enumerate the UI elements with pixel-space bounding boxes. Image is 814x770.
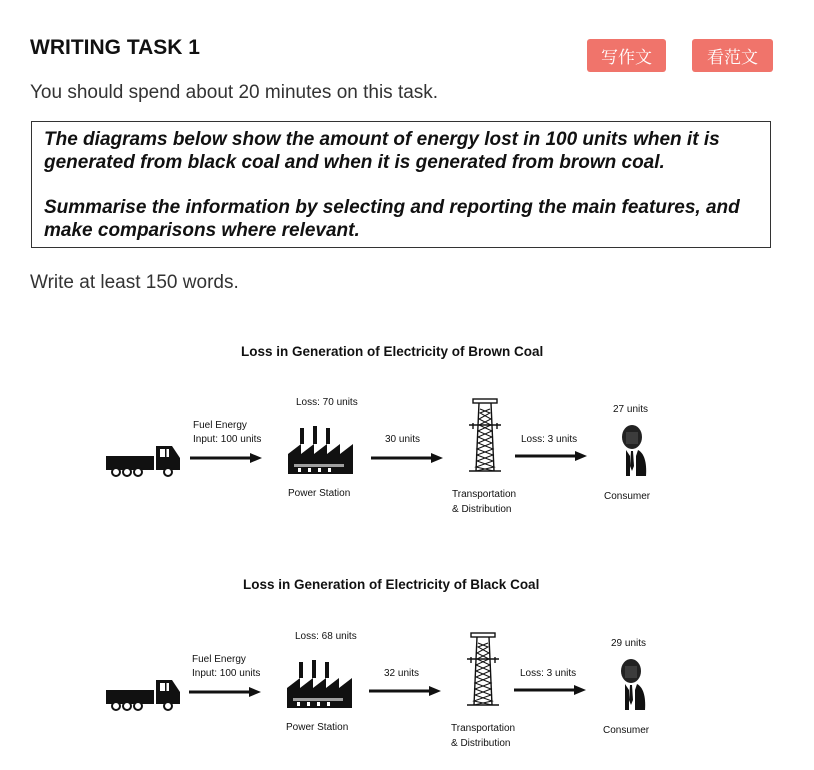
write-essay-button[interactable]: 写作文 [587, 39, 666, 72]
consumer-units-label: 27 units [613, 404, 649, 415]
arrow-right-icon [190, 453, 262, 463]
fuel-input-label: Input: 100 units [192, 668, 261, 679]
transportation-label: Transportation [452, 489, 517, 500]
brown-coal-title: Loss in Generation of Electricity of Brown Coal [241, 344, 544, 359]
transmission-tower-icon [469, 399, 501, 471]
transportation-label: Transportation [451, 723, 516, 734]
fuel-input-label: Input: 100 units [193, 434, 262, 445]
transmission-loss-label: Loss: 3 units [520, 668, 577, 679]
arrow-right-icon [189, 687, 261, 697]
power-station-label: Power Station [286, 722, 349, 733]
arrow-right-icon [369, 686, 441, 696]
truck-icon [106, 680, 180, 710]
brown-coal-diagram [106, 344, 651, 515]
prompt-instruction: Summarise the information by selecting and reporting the main features, and make comparisons where relevant. [44, 197, 740, 241]
power-station-icon [287, 660, 352, 708]
black-coal-diagram [106, 577, 650, 749]
distribution-label: & Distribution [451, 738, 511, 749]
task-prompt-box [31, 121, 771, 248]
black-coal-title: Loss in Generation of Electricity of Black Coal [243, 577, 540, 592]
prompt-description: The diagrams below show the amount of energy lost in 100 units when it is generated from black coal and when it is generated from brown coal. [44, 129, 720, 173]
truck-icon [106, 446, 180, 476]
consumer-icon [622, 425, 646, 476]
task-title: WRITING TASK 1 [30, 36, 200, 59]
energy-loss-diagram [66, 317, 736, 765]
consumer-icon [621, 659, 645, 710]
arrow-right-icon [514, 685, 586, 695]
fuel-energy-label: Fuel Energy [193, 420, 247, 431]
view-sample-button[interactable]: 看范文 [692, 39, 773, 72]
fuel-energy-label: Fuel Energy [192, 654, 246, 665]
power-station-label: Power Station [288, 488, 351, 499]
arrow-right-icon [515, 451, 587, 461]
transmission-tower-icon [467, 633, 499, 705]
station-loss-label: Loss: 68 units [295, 631, 357, 642]
transfer-units-label: 32 units [384, 668, 420, 679]
diagram-canvas [66, 317, 736, 765]
time-instruction: You should spend about 20 minutes on this task. [30, 82, 439, 103]
transfer-units-label: 30 units [385, 434, 421, 445]
transmission-loss-label: Loss: 3 units [521, 434, 578, 445]
station-loss-label: Loss: 70 units [296, 397, 358, 408]
word-count-instruction: Write at least 150 words. [30, 272, 239, 293]
consumer-units-label: 29 units [611, 638, 647, 649]
consumer-label: Consumer [603, 725, 650, 736]
arrow-right-icon [371, 453, 443, 463]
distribution-label: & Distribution [452, 504, 512, 515]
power-station-icon [288, 426, 353, 474]
consumer-label: Consumer [604, 491, 651, 502]
